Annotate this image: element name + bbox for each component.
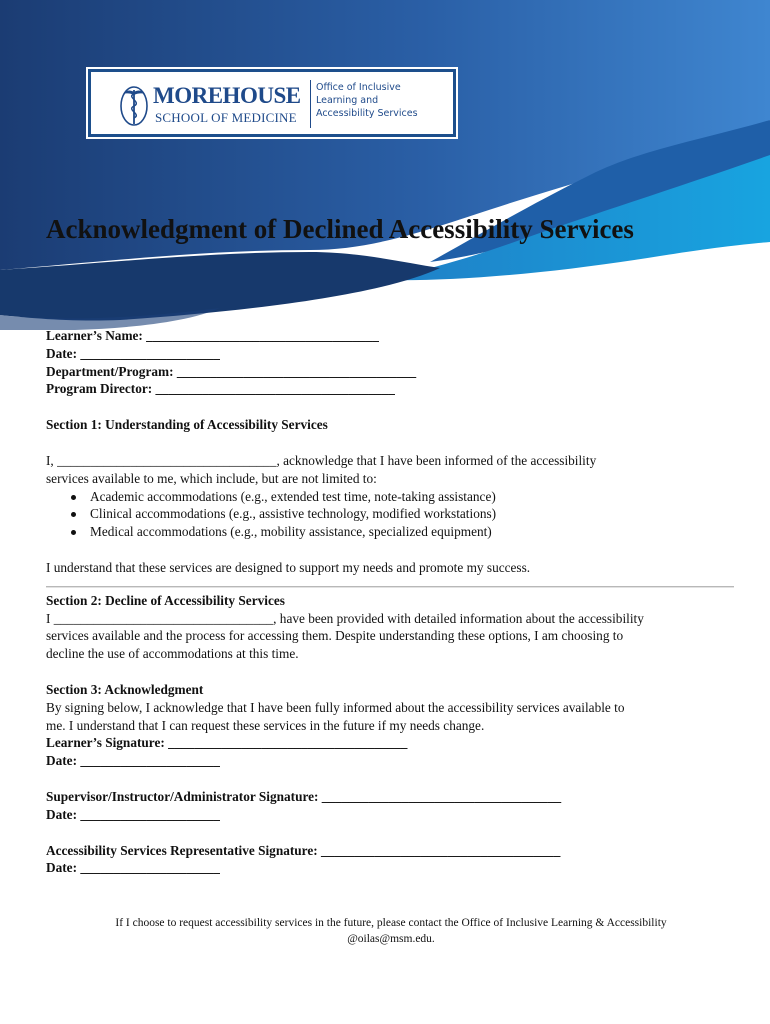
section-divider: [46, 586, 734, 588]
supervisor-signature-date-field[interactable]: Date: _____________________: [46, 806, 220, 822]
footer-line: If I choose to request accessibility services in the future, please contact the Office of Inclusive Learning & Accessibility: [115, 917, 667, 929]
section1-heading: Section 1: Understanding of Accessibility Services: [46, 417, 328, 433]
section1-intro-line: services available to me, which include, but are not limited to:: [46, 470, 377, 486]
section3-line: By signing below, I acknowledge that I have been fully informed about the accessibility services available to: [46, 699, 625, 715]
learner-name-field[interactable]: Learner’s Name: ___________________________________: [46, 328, 379, 343]
section1-closing: I understand that these services are designed to support my needs and promote my success.: [46, 559, 531, 575]
section2-line: decline the use of accommodations at this time.: [46, 646, 299, 662]
document-title: Acknowledgment of Declined Accessibility Services: [46, 214, 634, 244]
program-director-field[interactable]: Program Director: ____________________________________: [46, 381, 395, 397]
section3-heading: Section 3: Acknowledgment: [46, 681, 204, 697]
list-item: Clinical accommodations (e.g., assistive technology, modified workstations): [90, 505, 736, 523]
institution-logo: [91, 72, 453, 134]
footer-contact-note: [46, 915, 736, 947]
supervisor-signature-field[interactable]: Supervisor/Instructor/Administrator Signature: ____________________________________: [46, 788, 562, 804]
logo-wordmark: MOREHOUSE: [153, 83, 301, 108]
list-item: Medical accommodations (e.g., mobility assistance, specialized equipment): [90, 523, 736, 541]
learner-signature-field[interactable]: Learner’s Signature: ____________________________________: [46, 735, 408, 751]
section1-intro-line: I, _________________________________, acknowledge that I have been informed of the accessibility: [46, 452, 597, 468]
office-line: Office of Inclusive: [316, 82, 401, 93]
representative-signature-date-field[interactable]: Date: _____________________: [46, 860, 220, 876]
section3-line: me. I understand that I can request these services in the future if my needs change.: [46, 717, 485, 733]
section2-line: services available and the process for accessing them. Despite understanding these options, I am choosing to: [46, 628, 624, 644]
date-field[interactable]: Date: _____________________: [46, 345, 220, 361]
logo-divider: [310, 80, 311, 128]
header-wave-background: [0, 0, 770, 330]
office-line: Learning and: [316, 95, 379, 106]
department-program-field[interactable]: Department/Program: ____________________________________: [46, 363, 417, 379]
section2-line: I _________________________________, have been provided with detailed information about the accessibility: [46, 610, 644, 626]
caduceus-seal-icon: [119, 82, 149, 128]
logo-office-name: [316, 81, 446, 120]
form-body: [46, 327, 736, 877]
services-list: [46, 488, 736, 541]
learner-signature-date-field[interactable]: Date: _____________________: [46, 753, 220, 769]
footer-email-link[interactable]: @oilas@msm.edu.: [347, 933, 435, 945]
representative-signature-field[interactable]: Accessibility Services Representative Signature: ____________________________________: [46, 842, 561, 858]
office-line: Accessibility Services: [316, 108, 418, 119]
section2-heading: Section 2: Decline of Accessibility Services: [46, 592, 285, 608]
list-item: Academic accommodations (e.g., extended test time, note-taking assistance): [90, 488, 736, 506]
logo-subtitle: SCHOOL OF MEDICINE: [155, 110, 297, 125]
